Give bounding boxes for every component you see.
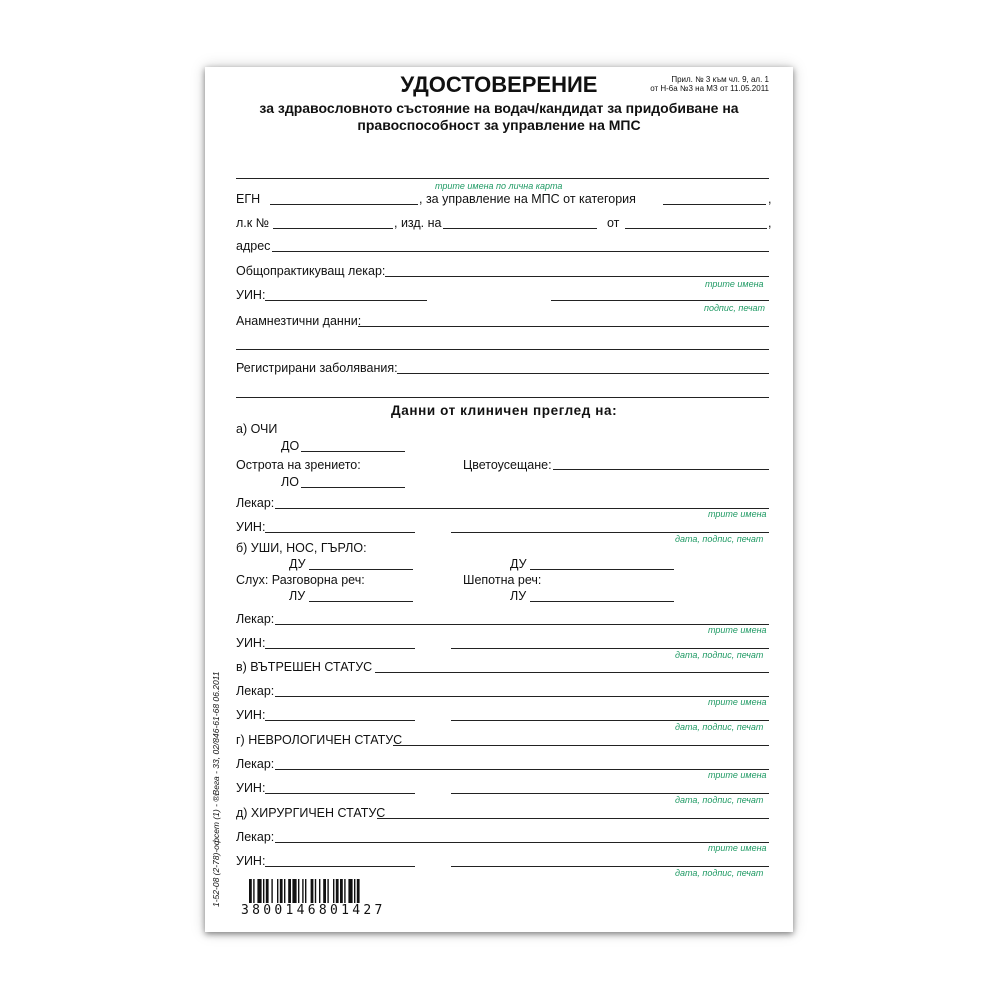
surgical-signature-field[interactable] bbox=[451, 866, 769, 867]
barcode-bar bbox=[284, 879, 285, 903]
gp-label: Общопрактикуващ лекар: bbox=[236, 264, 386, 278]
neuro-uin-label: УИН: bbox=[236, 781, 266, 795]
neuro-signature-field[interactable] bbox=[451, 793, 769, 794]
hint-internal-names: трите имена bbox=[708, 697, 767, 707]
eyes-label: а) ОЧИ bbox=[236, 422, 278, 436]
barcode-image bbox=[249, 879, 399, 903]
category-field[interactable] bbox=[663, 204, 766, 205]
internal-uin-field[interactable] bbox=[265, 720, 415, 721]
barcode-bar bbox=[333, 879, 334, 903]
issued-on-label: от bbox=[607, 216, 620, 230]
ent-uin-label: УИН: bbox=[236, 636, 266, 650]
regulation-ref-1: Прил. № 3 към чл. 9, ал. 1 bbox=[671, 75, 769, 84]
ent-uin-field[interactable] bbox=[265, 648, 415, 649]
left-eye-label: ЛО bbox=[281, 475, 299, 489]
barcode-bar bbox=[280, 879, 283, 903]
surgical-uin-field[interactable] bbox=[265, 866, 415, 867]
left-eye-field[interactable] bbox=[301, 487, 405, 488]
barcode-bar bbox=[340, 879, 343, 903]
conv-right-ear-label: ДУ bbox=[289, 557, 306, 571]
gp-uin-label: УИН: bbox=[236, 288, 266, 302]
address-label: адрес bbox=[236, 239, 271, 253]
hint-ent-sign: дата, подпис, печат bbox=[675, 650, 764, 660]
barcode-bar bbox=[266, 879, 269, 903]
barcode-bar bbox=[263, 879, 264, 903]
hint-internal-sign: дата, подпис, печат bbox=[675, 722, 764, 732]
hint-surgical-names: трите имена bbox=[708, 843, 767, 853]
barcode-bar bbox=[315, 879, 316, 903]
category-label: , за управление на МПС от категория bbox=[419, 192, 636, 206]
barcode-bar bbox=[288, 879, 291, 903]
right-eye-label: ДО bbox=[281, 439, 300, 453]
form-subtitle-1: за здравословното състояние на водач/кандидат за придобиване на bbox=[259, 100, 739, 116]
regulation-ref-2: от Н-6а №3 на МЗ от 11.05.2011 bbox=[650, 84, 769, 93]
names-field[interactable] bbox=[236, 178, 769, 179]
hint-neuro-names: трите имена bbox=[708, 770, 767, 780]
whisper-speech-label: Шепотна реч: bbox=[463, 573, 542, 587]
hint-eyes-sign: дата, подпис, печат bbox=[675, 534, 764, 544]
conversational-speech-label: Слух: Разговорна реч: bbox=[236, 573, 365, 587]
internal-uin-label: УИН: bbox=[236, 708, 266, 722]
neuro-doctor-label: Лекар: bbox=[236, 757, 275, 771]
barcode-bar bbox=[302, 879, 303, 903]
hint-gp-sign: подпис, печат bbox=[704, 303, 766, 313]
printer-imprint: 1-52-08 (2-78)-офсет (1) - ®Вега - 33, 02/846-61-68 06.2011 bbox=[211, 671, 221, 907]
barcode-bar bbox=[311, 879, 314, 903]
diseases-label: Регистрирани заболявания: bbox=[236, 361, 398, 375]
issued-comma: , bbox=[768, 216, 772, 230]
color-vision-label: Цветоусещане: bbox=[463, 458, 552, 472]
whisper-right-ear-label: ДУ bbox=[510, 557, 527, 571]
internal-status-label: в) ВЪТРЕШЕН СТАТУС bbox=[236, 660, 373, 674]
form-sheet bbox=[205, 67, 793, 932]
id-card-field[interactable] bbox=[273, 228, 393, 229]
barcode-bar bbox=[327, 879, 328, 903]
barcode-bar bbox=[253, 879, 254, 903]
diseases-field[interactable] bbox=[397, 373, 769, 374]
conv-left-ear-field[interactable] bbox=[309, 601, 413, 602]
barcode-bar bbox=[323, 879, 326, 903]
internal-status-field[interactable] bbox=[375, 672, 769, 673]
barcode-bar bbox=[249, 879, 252, 903]
eyes-uin-field[interactable] bbox=[265, 532, 415, 533]
neuro-status-label: г) НЕВРОЛОГИЧЕН СТАТУС bbox=[236, 733, 403, 747]
barcode-bar bbox=[357, 879, 360, 903]
barcode-bar bbox=[354, 879, 355, 903]
id-card-label: л.к № bbox=[236, 216, 270, 230]
barcode-bar bbox=[348, 879, 352, 903]
ent-signature-field[interactable] bbox=[451, 648, 769, 649]
neuro-doctor-field[interactable] bbox=[275, 769, 769, 770]
right-eye-field[interactable] bbox=[301, 451, 405, 452]
hint-ent-names: трите имена bbox=[708, 625, 767, 635]
barcode-bar bbox=[298, 879, 299, 903]
form-subtitle-2: правоспособност за управление на МПС bbox=[357, 117, 641, 133]
hint-names-id: трите имена по лична карта bbox=[435, 181, 563, 191]
acuity-label: Острота на зрението: bbox=[236, 458, 361, 472]
internal-signature-field[interactable] bbox=[451, 720, 769, 721]
egn-field[interactable] bbox=[270, 204, 418, 205]
anamnesis-label: Анамнезтични данни: bbox=[236, 314, 362, 328]
barcode-number: 3800146801427 bbox=[241, 903, 386, 918]
surgical-doctor-label: Лекар: bbox=[236, 830, 275, 844]
anamnesis-field-2[interactable] bbox=[236, 349, 769, 350]
issued-by-label: , изд. на bbox=[394, 216, 442, 230]
form-title: УДОСТОВЕРЕНИЕ bbox=[400, 72, 598, 97]
surgical-status-field[interactable] bbox=[377, 818, 769, 819]
exam-heading: Данни от клиничен преглед на: bbox=[391, 403, 618, 418]
whisper-left-ear-field[interactable] bbox=[530, 601, 674, 602]
internal-doctor-field[interactable] bbox=[275, 696, 769, 697]
issued-on-field[interactable] bbox=[625, 228, 767, 229]
gp-uin-field[interactable] bbox=[265, 300, 427, 301]
issued-by-field[interactable] bbox=[443, 228, 597, 229]
ent-doctor-field[interactable] bbox=[275, 624, 769, 625]
category-comma: , bbox=[768, 192, 772, 206]
eyes-doctor-label: Лекар: bbox=[236, 496, 275, 510]
ent-doctor-label: Лекар: bbox=[236, 612, 275, 626]
hint-gp-names: трите имена bbox=[705, 279, 764, 289]
barcode-bar bbox=[292, 879, 296, 903]
barcode-bar bbox=[277, 879, 278, 903]
conv-right-ear-field[interactable] bbox=[309, 569, 413, 570]
whisper-left-ear-label: ЛУ bbox=[510, 589, 527, 603]
barcode-bar bbox=[319, 879, 320, 903]
hint-neuro-sign: дата, подпис, печат bbox=[675, 795, 764, 805]
neuro-status-field[interactable] bbox=[393, 745, 769, 746]
eyes-doctor-field[interactable] bbox=[275, 508, 769, 509]
whisper-right-ear-field[interactable] bbox=[530, 569, 674, 570]
egn-label: ЕГН bbox=[236, 192, 261, 206]
gp-signature-field[interactable] bbox=[551, 300, 769, 301]
eyes-signature-field[interactable] bbox=[451, 532, 769, 533]
surgical-status-label: д) ХИРУРГИЧЕН СТАТУС bbox=[236, 806, 386, 820]
barcode-bar bbox=[305, 879, 306, 903]
anamnesis-field[interactable] bbox=[358, 326, 769, 327]
address-field[interactable] bbox=[272, 251, 769, 252]
hint-surgical-sign: дата, подпис, печат bbox=[675, 868, 764, 878]
conv-left-ear-label: ЛУ bbox=[289, 589, 306, 603]
ent-label: б) УШИ, НОС, ГЪРЛО: bbox=[236, 541, 367, 555]
barcode-bar bbox=[344, 879, 345, 903]
neuro-uin-field[interactable] bbox=[265, 793, 415, 794]
barcode-bar bbox=[257, 879, 261, 903]
internal-doctor-label: Лекар: bbox=[236, 684, 275, 698]
eyes-uin-label: УИН: bbox=[236, 520, 266, 534]
diseases-field-2[interactable] bbox=[236, 397, 769, 398]
barcode-bar bbox=[271, 879, 272, 903]
barcode-bar bbox=[336, 879, 339, 903]
hint-eyes-names: трите имена bbox=[708, 509, 767, 519]
gp-field[interactable] bbox=[385, 276, 769, 277]
surgical-doctor-field[interactable] bbox=[275, 842, 769, 843]
color-vision-field[interactable] bbox=[553, 469, 769, 470]
surgical-uin-label: УИН: bbox=[236, 854, 266, 868]
